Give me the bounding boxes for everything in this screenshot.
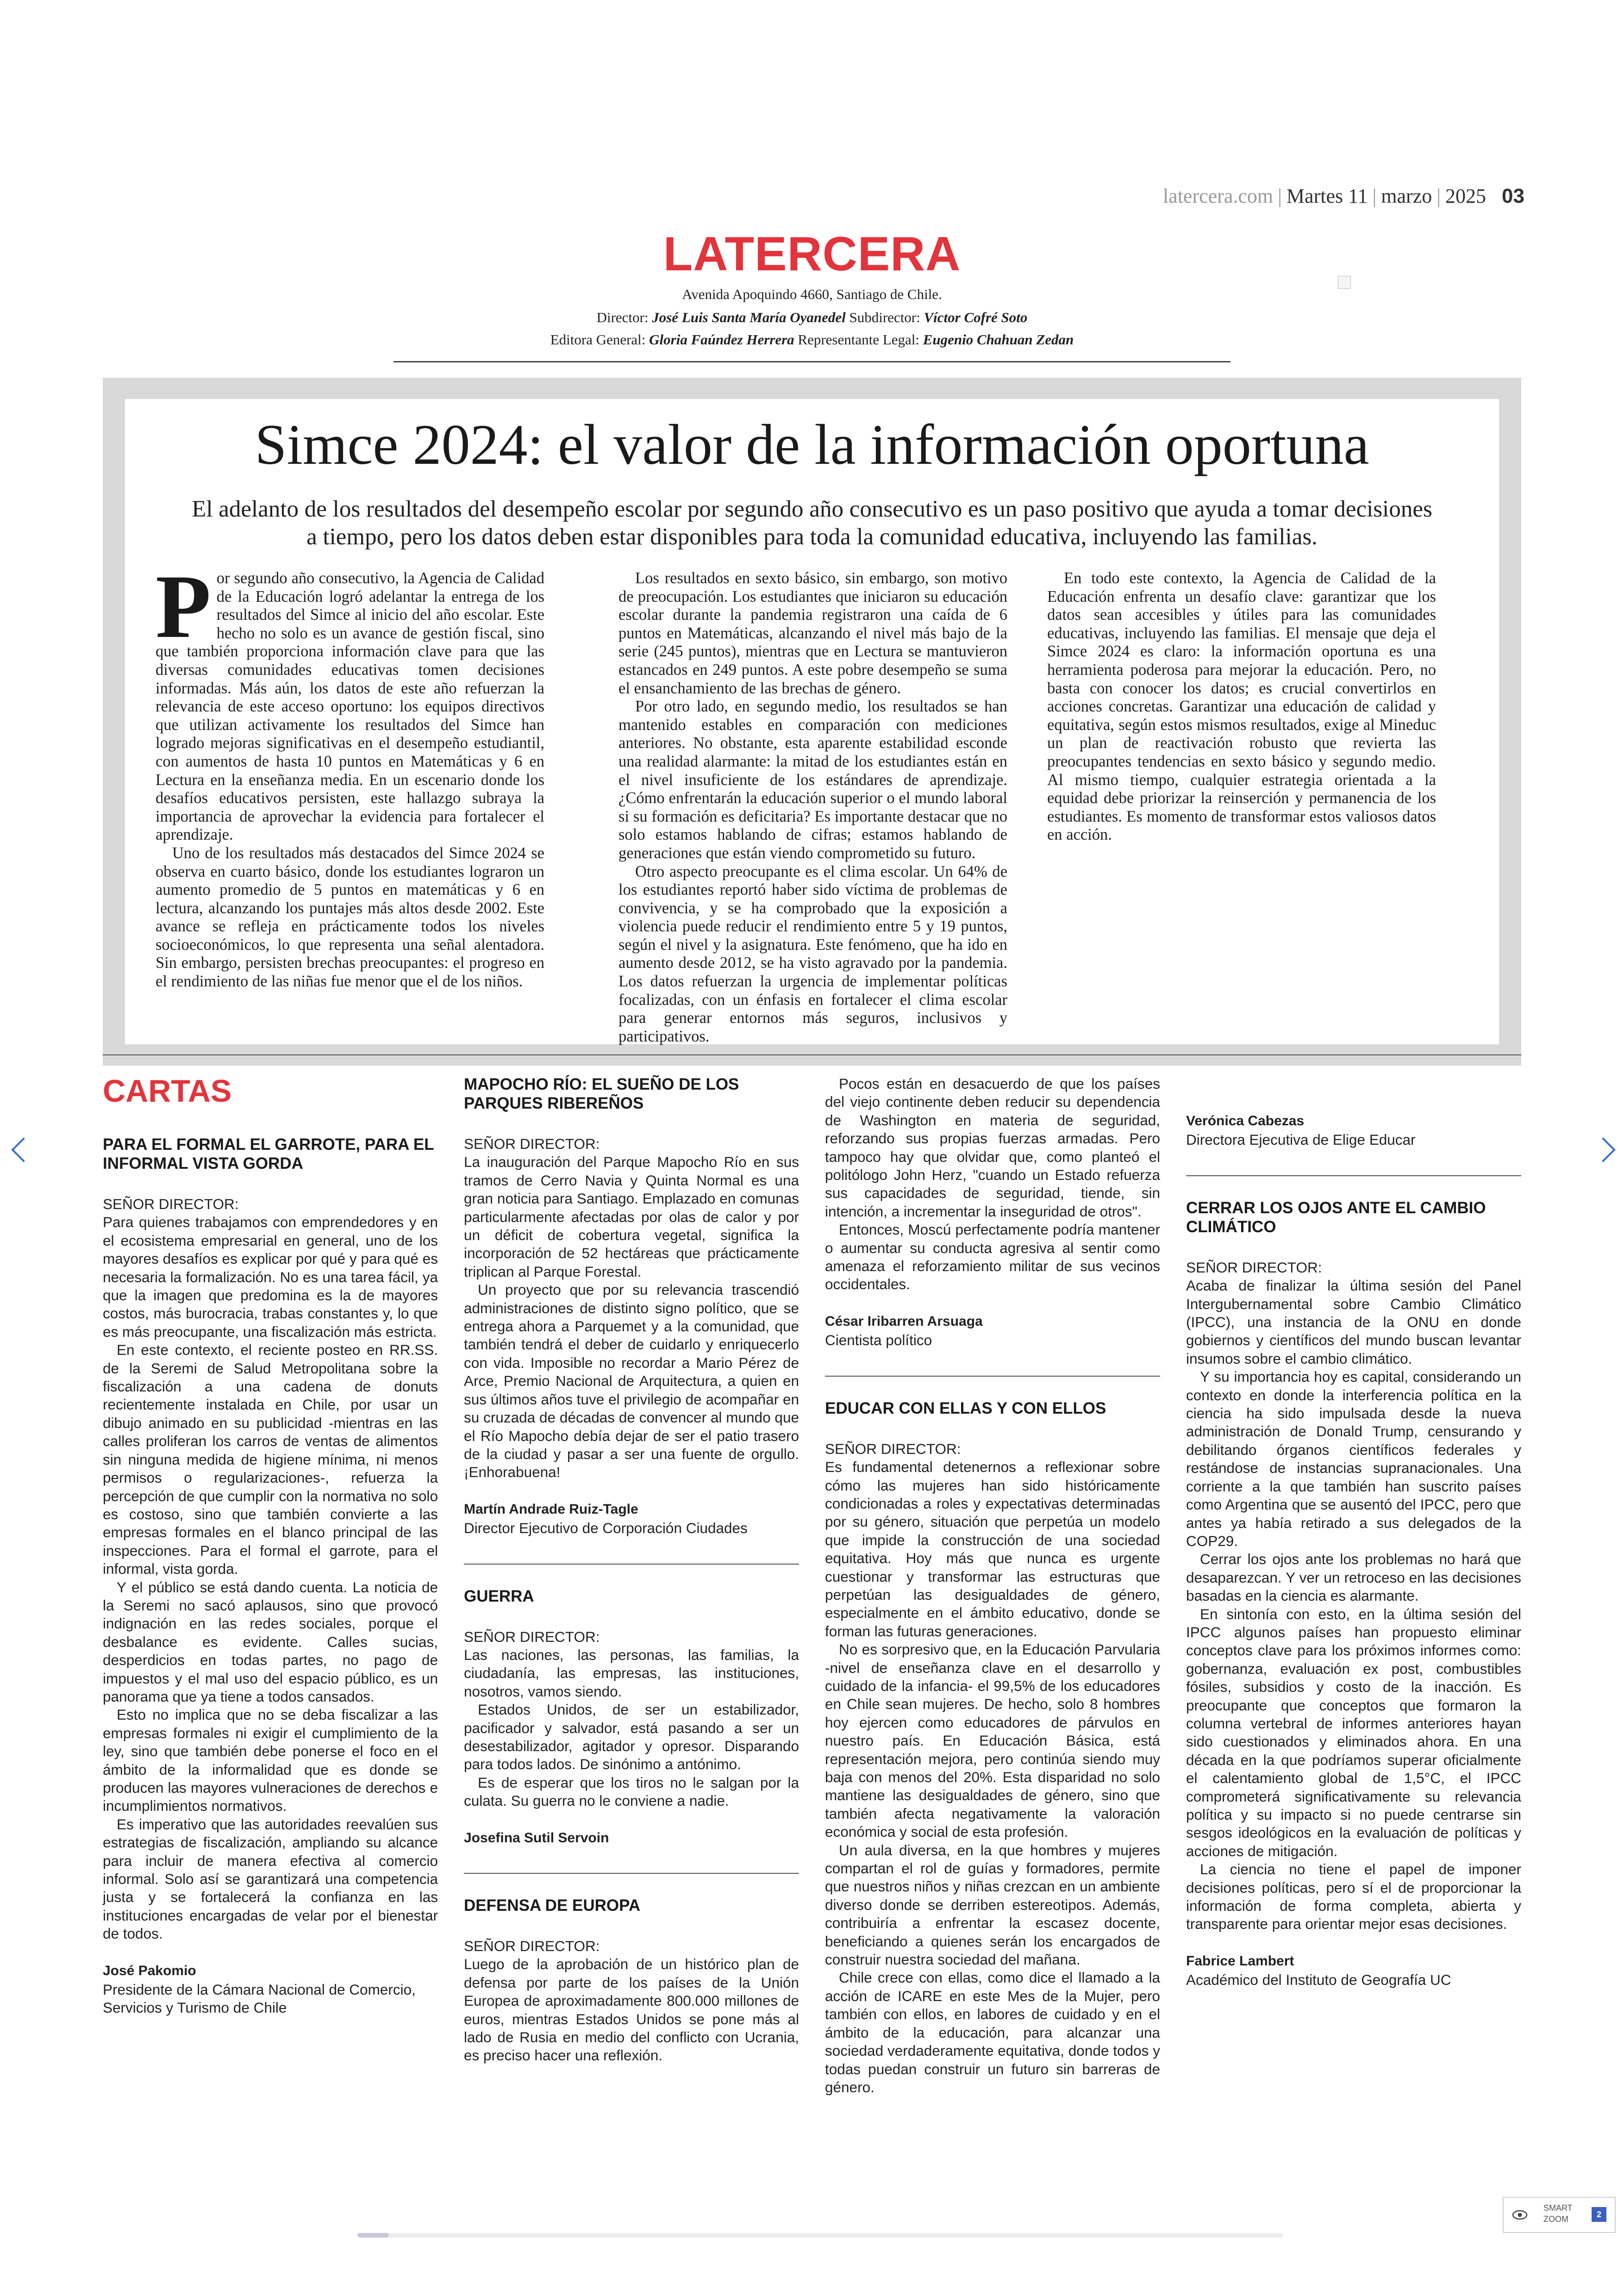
letter-signer-role: Director Ejecutivo de Corporación Ciudades	[464, 1520, 748, 1537]
letter-title: GUERRA	[464, 1587, 534, 1605]
letters-column-4: Verónica Cabezas Directora Ejecutiva de Elige Educar CERRAR LOS OJOS ANTE EL CAMBIO CLIMÁTICO SEÑOR DIRECTOR: Acaba de finalizar la última sesión del Panel Intergubernamental sobre Cambio Climático (IPCC), una instancia de la ONU en donde gobiernos y científicos del mundo buscan levantar insumos sobre el cambio climático. Y su importancia hoy es capital, considerando un contexto en donde la interferencia política en la ciencia ha sido impulsada desde la nueva administración de Donald Trump, censurando y debilitando órganos científicos federales y restándose de instancias supranacionales. Una corriente a la que también han suscrito países como Argentina que se ausentó del IPCC, pero que antes ya había retirado a sus delegados de la COP29. Cerrar los ojos ante los problemas no hará que desaparezcan. Y ver un retroceso en las decisiones basadas en la ciencia es alarmante. En sintonía con esto, en la última sesión del IPCC algunos países han propuesto eliminar conceptos clave para los próximos informes como: gobernanza, evaluación ex post, combustibles fósiles, subsidios y costo de la inacción. Es preocupante que conceptos que formaron la columna vertebral de informes anteriores hayan sido cuestionados y eliminados ahora. En una década en la que podríamos superar oficialmente el calentamiento global de 1,5°C, el IPCC comprometerá significativamente su relevancia política y su impacto si no puede centrarse sin sesgos ideológicos en la evaluación de políticas y acciones de mitigación. La ciencia no tiene el papel de imponer decisiones políticas, pero sí el de proporcionar la información de forma completa, abierta y transparente para orientar mejor esas decisiones. Fabrice Lambert Académico del Instituto de Geografía UC	[1186, 1075, 1521, 1989]
letter-signature: Verónica Cabezas	[1186, 1113, 1305, 1129]
letter-title: DEFENSA DE EUROPA	[464, 1896, 641, 1915]
letter-salutation: SEÑOR DIRECTOR:	[464, 1938, 600, 1954]
date-day: Martes 11	[1286, 185, 1368, 207]
editorial-title: Simce 2024: el valor de la información oportuna	[255, 413, 1369, 476]
newspaper-logo: LATERCERA	[663, 227, 961, 281]
eye-icon	[1512, 2209, 1528, 2221]
zoom-label-line-2: ZOOM	[1543, 2214, 1568, 2224]
letter-salutation: SEÑOR DIRECTOR:	[825, 1440, 961, 1457]
masthead-directors: Director: José Luis Santa María Oyanedel Subdirector: Víctor Cofré Soto	[596, 309, 1028, 325]
letter-salutation: SEÑOR DIRECTOR:	[464, 1628, 600, 1645]
letters-column-2: MAPOCHO RÍO: EL SUEÑO DE LOS PARQUES RIBEREÑOS SEÑOR DIRECTOR: La inauguración del Parque Mapocho Río en sus tramos de Cerro Navia y Quinta Normal es una gran noticia para Santiago. Emplazado en comunas particularmente afectadas por olas de calor y por un déficit de cobertura vegetal, significa la incorporación de 52 hectáreas que prácticamente triplican al Parque Forestal. Un proyecto que por su relevancia trascendió administraciones de distinto signo político, que se entrega ahora a Parquemet y a la comunidad, que también tendrá el deber de cuidarlo y enriquecerlo con vida. Imposible no recordar a Mario Pérez de Arce, Premio Nacional de Arquitectura, a quien en sus últimos años tuve el privilegio de acompañar en su cruzada de décadas de convencer al mundo que el Río Mapocho debía dejar de ser el patio trasero de la ciudad y pasar a ser una fuente de orgullo. ¡Enhorabuena! Martín Andrade Ruiz-Tagle Director Ejecutivo de Corporación Ciudades GUERRA SEÑOR DIRECTOR: Las naciones, las personas, las familias, la ciudadanía, las empresas, las instituciones, nosotros, vamos siendo. Estados Unidos, de ser un estabilizador, pacificador y salvador, está pasando a ser un desestabilizador, agitador y opresor. Disparando para todos lados. De sinónimo a antónimo. Es de esperar que los tiros no le salgan por la culata. Su guerra no le conviene a nadie. Josefina Sutil Servoin DEFENSA DE EUROPA SEÑOR DIRECTOR: Luego de la aprobación de un histórico plan de defensa por parte de los países de la Unión Europea de aproximadamente 800.000 millones de euros, mientras Estados Unidos se pone más al lado de Rusia en medio del conflicto con Ucrania, es preciso hacer una reflexión.	[464, 1075, 799, 2064]
editorial-column-2: Los resultados en sexto básico, sin embargo, son motivo de preocupación. Los estudiantes que iniciaron su educación escolar durante la pandemia registraron una caída de 6 puntos en Matemáticas, alcanzando el nivel más bajo de la serie (245 puntos), mientras que en Lectura se mantuvieron estancados en 249 puntos. A este pobre desempeño se suma el ensanchamiento de las brechas de género. Por otro lado, en segundo medio, los resultados se han mantenido estables en comparación con mediciones anteriores. No obstante, esta aparente estabilidad esconde una realidad alarmante: la mitad de los estudiantes están en el nivel insuficiente de los estándares de aprendizaje. ¿Cómo enfrentarán la educación superior o el mundo laboral si su formación es deficitaria? Es importante destacar que no solo estamos hablando de cifras; estamos hablando de generaciones que están viendo comprometido su futuro. Otro aspecto preocupante es el clima escolar. Un 64% de los estudiantes reportó haber sido víctima de problemas de convivencia, y se ha comprobado que la exposición a violencia puede reducir el rendimiento entre 5 y 19 puntos, según el nivel y la asignatura. Este fenómeno, que ha ido en aumento desde 2012, se ha visto agravado por la pandemia. Los datos refuerzan la urgencia de implementar políticas focalizadas, con un énfasis en fortalecer el clima escolar para generar entornos más seguros, inclusivos y participativos.	[618, 569, 1007, 1045]
letter-divider	[825, 1376, 1160, 1377]
page-number: 03	[1502, 185, 1524, 207]
letter-signer-role: Presidente de la Cámara Nacional de Comercio, Servicios y Turismo de Chile	[103, 1981, 416, 2016]
section-divider	[103, 1054, 1521, 1055]
masthead-rule	[394, 361, 1230, 362]
horizontal-scrollbar[interactable]	[357, 2233, 1283, 2238]
letter-salutation: SEÑOR DIRECTOR:	[1186, 1259, 1322, 1276]
cartas-section-title: CARTAS	[103, 1073, 232, 1109]
next-page-arrow-icon[interactable]	[1591, 1137, 1616, 1162]
date-month: marzo	[1381, 185, 1432, 207]
letters-column-1: PARA EL FORMAL EL GARROTE, PARA EL INFORMAL VISTA GORDA SEÑOR DIRECTOR: Para quienes trabajamos con emprendedores y en el ecosistema empresarial en general, uno de los mayores desafíos es explicar por qué y para qué es necesaria la formalización. No es una tarea fácil, ya que la imagen que predomina es la de mayores costos, más burocracia, trabas constantes y, lo que es más preocupante, una fiscalización más estricta. En este contexto, el reciente posteo en RR.SS. de la Seremi de Salud Metropolitana sobre la fiscalización a una cadena de donuts recientemente instalada en Chile, por usar un dibujo animado en su publicidad -mientras en las calles proliferan los carros de ventas de alimentos sin ninguna medida de higiene mínima, ni menos permisos o regularizaciones-, refuerza la percepción de que cumplir con la normativa no solo es costoso, sino que también convierte a las empresas formales en el blanco principal de las inspecciones. Para el formal el garrote, para el informal, vista gorda. Y el público se está dando cuenta. La noticia de la Seremi no sacó aplausos, sino que provocó indignación en las redes sociales, porque el desbalance es evidente. Calles sucias, desperdicios en todas partes, no pago de impuestos y el mal uso del espacio público, es un panorama que ya tiene a todos cansados. Esto no implica que no se deba fiscalizar a las empresas formales ni exigir el cumplimiento de la ley, sino que también debe ponerse el foco en el ámbito de la informalidad que es donde se producen las mayores vulneraciones de derechos e incumplimientos normativos. Es imperativo que las autoridades reevalúen sus estrategias de fiscalización, ampliando su alcance para incluir de manera efectiva al comercio informal. Solo así se garantizará una competencia justa y se fortalecerá la confianza en las instituciones encargadas de velar por el bienestar de todos. José Pakomio Presidente de la Cámara Nacional de Comercio, Servicios y Turismo de Chile	[103, 1135, 438, 2017]
letter-divider	[464, 1873, 799, 1874]
page-header-dateline: latercera.com | Martes 11 | marzo | 2025 03	[1162, 185, 1524, 207]
letter-title: PARA EL FORMAL EL GARROTE, PARA EL INFORMAL VISTA GORDA	[103, 1135, 434, 1172]
scrollbar-thumb[interactable]	[357, 2233, 389, 2238]
editorial-column-3: En todo este contexto, la Agencia de Calidad de la Educación enfrenta un desafío clave: garantizar que los datos sean accesibles y útiles para las comunidades educativas, incluyendo las familias. El mensaje que deja el Simce 2024 es claro: la información oportuna es una herramienta poderosa para mejorar la educación. Pero, no basta con conocer los datos; es crucial convertirlos en acciones concretas. Garantizar una educación de calidad y equitativa, según estos mismos resultados, exige al Mineduc un plan de reactivación robusto que revierta las preocupantes tendencias en sexto básico y segundo medio. Al mismo tiempo, cualquier estrategia orientada a la equidad debe priorizar la reinserción y permanencia de los estudiantes. Es momento de transformar estos valiosos datos en acción.	[1047, 569, 1436, 844]
letter-signer-role: Académico del Instituto de Geografía UC	[1186, 1971, 1451, 1989]
drop-cap: P	[156, 556, 211, 657]
letter-title: CERRAR LOS OJOS ANTE EL CAMBIO CLIMÁTICO	[1186, 1198, 1486, 1236]
letter-divider	[1186, 1175, 1521, 1176]
letter-signature: José Pakomio	[103, 1963, 196, 1978]
letter-signature: Josefina Sutil Servoin	[464, 1830, 609, 1846]
letter-salutation: SEÑOR DIRECTOR:	[464, 1135, 600, 1152]
letter-title: MAPOCHO RÍO: EL SUEÑO DE LOS PARQUES RIBEREÑOS	[464, 1075, 739, 1112]
letter-salutation: SEÑOR DIRECTOR:	[103, 1196, 239, 1212]
editorial-column-1: Por segundo año consecutivo, la Agencia de Calidad de la Educación logró adelantar la entrega de los resultados del Simce al inicio del año escolar. Este hecho no solo es un avance de gestión fiscal, sino que también proporciona información clave para que las diversas comunidades educativas tomen decisiones informadas. Más aún, los datos de este año refuerzan la relevancia de este acceso oportuno: los equipos directivos que utilizan activamente los resultados del Simce han logrado mejoras significativas en el desempeño estudiantil, con aumentos de hasta 10 puntos en Matemáticas y 6 en Lectura en la enseñanza media. En un escenario donde los desafíos educativos persisten, este hallazgo subraya la importancia de aprovechar la evidencia para fortalecer el aprendizaje. Uno de los resultados más destacados del Simce 2024 se observa en cuarto básico, donde los estudiantes lograron un aumento promedio de 5 puntos en matemáticas y 6 en lectura, alcanzando los puntajes más altos desde 2002. Este avance se refleja en prácticamente todos los niveles socioeconómicos, lo que representa una señal alentadora. Sin embargo, persisten brechas preocupantes: el progreso en el rendimiento de las niñas fue menor que el de los niños.	[156, 556, 544, 991]
director-name: José Luis Santa María Oyanedel	[652, 309, 846, 325]
smart-zoom-button[interactable]	[1503, 2197, 1616, 2233]
letter-signer-role: Cientista político	[825, 1332, 932, 1349]
zoom-level-badge: 2	[1592, 2207, 1606, 2222]
zoom-label-line-1: SMART	[1543, 2203, 1573, 2213]
masthead-address: Avenida Apoquindo 4660, Santiago de Chile.	[682, 286, 942, 302]
editorial-deck: El adelanto de los resultados del desempeño escolar por segundo año consecutivo es un paso positivo que ayuda a tomar decisiones a tiempo, pero los datos deben estar disponibles para toda la comunidad educativa, incluyendo las familias.	[192, 496, 1432, 550]
letter-title: EDUCAR CON ELLAS Y CON ELLOS	[825, 1399, 1106, 1417]
letter-divider	[464, 1564, 799, 1565]
site-name: latercera.com	[1162, 185, 1274, 207]
previous-page-arrow-icon[interactable]	[11, 1137, 36, 1162]
letters-column-3: Pocos están en desacuerdo de que los países del viejo continente deben reducir su dependencia de Washington en materia de seguridad, reforzando sus propias fuerzas armadas. Pero tampoco hay que olvidar que, como planteó el politólogo John Herz, "cuando un Estado refuerza sus capacidades de seguridad, tiende, sin intención, a incrementar la inseguridad de otros". Entonces, Moscú perfectamente podría mantener o aumentar su conducta agresiva al sentir como amenaza el reforzamiento militar de sus vecinos occidentales. César Iribarren Arsuaga Cientista político EDUCAR CON ELLAS Y CON ELLOS SEÑOR DIRECTOR: Es fundamental detenernos a reflexionar sobre cómo las mujeres han sido históricamente condicionadas a roles y expectativas determinadas por su género, situación que perpetúa un modelo que impide la construcción de una sociedad equitativa. Hoy más que nunca es urgente cuestionar y transformar las estructuras que perpetúan las desigualdades de género, especialmente en el ámbito educativo, donde se forman las futuras generaciones. No es sorpresivo que, en la Educación Parvularia -nivel de enseñanza clave en el desarrollo y cuidado de la infancia- el 99,5% de los educadores en Chile sean mujeres. De hecho, solo 8 hombres hoy ejercen como educadores de párvulos en nuestro país. En Educación Básica, está representación mejora, pero continúa siendo muy baja con menos del 20%. Esta disparidad no solo mantiene las desigualdades de género, sino que también afecta negativamente la valoración económica y social de esta profesión. Un aula diversa, en la que hombres y mujeres compartan el rol de guías y formadores, permite que nuestros niños y niñas crezcan en un ambiente diverso donde se derriben estereotipos. Además, contribuiría a enfrentar la escasez docente, beneficiando a quienes serán los encargados de construir nuestra sociedad del mañana. Chile crece con ellas, como dice el llamado a la acción de ICARE en este Mes de la Mujer, pero también con ellos, en labores de cuidado y en el ámbito de la educación, para alcanzar una sociedad verdaderamente equitativa, donde todos y todas puedan construir un futuro sin barreras de género.	[825, 1075, 1160, 2095]
editora-name: Gloria Faúndez Herrera	[649, 331, 794, 348]
letter-signature: Fabrice Lambert	[1186, 1953, 1294, 1969]
masthead-editors: Editora General: Gloria Faúndez Herrera Representante Legal: Eugenio Chahuan Zedan	[550, 331, 1074, 348]
letter-signature: César Iribarren Arsuaga	[825, 1313, 983, 1329]
letter-signature: Martín Andrade Ruiz-Tagle	[464, 1501, 638, 1517]
letter-signer-role: Directora Ejecutiva de Elige Educar	[1186, 1131, 1416, 1148]
image-placeholder-icon	[1338, 276, 1351, 289]
subdirector-name: Víctor Cofré Soto	[924, 309, 1028, 325]
representante-name: Eugenio Chahuan Zedan	[923, 331, 1074, 348]
date-year: 2025	[1445, 185, 1487, 207]
